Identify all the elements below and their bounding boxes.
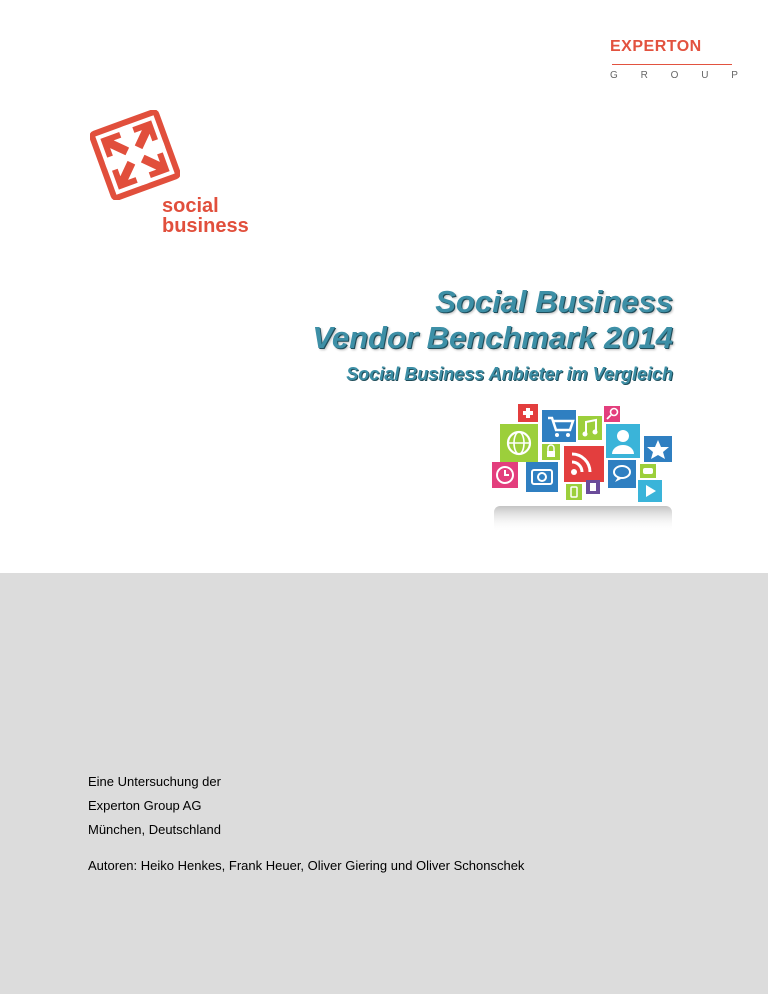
gamepad-icon [640, 464, 656, 478]
group-letter: P [731, 70, 738, 81]
document-icon [586, 480, 600, 494]
plus-icon [518, 404, 538, 422]
social-business-wordmark [162, 196, 249, 236]
camera-icon [526, 462, 558, 492]
report-title [312, 284, 673, 386]
social-word: social [162, 195, 219, 217]
logo-divider [612, 64, 732, 65]
report-subtitle: Social Business Anbieter im Vergleich [346, 364, 673, 384]
info-line: Experton Group AG [88, 798, 202, 813]
play-icon [638, 480, 662, 502]
group-letter: G [610, 70, 618, 81]
social-business-logo [90, 110, 270, 245]
app-icons-graphic [488, 400, 678, 540]
logo-group-letters [610, 70, 738, 82]
info-line: Eine Untersuchung der [88, 774, 221, 789]
info-line: München, Deutschland [88, 822, 221, 837]
globe-icon [500, 424, 538, 462]
authors-line: Autoren: Heiko Henkes, Frank Heuer, Oliver Giering und Oliver Schonschek [88, 858, 525, 873]
title-line-2: Vendor Benchmark 2014 [312, 320, 673, 355]
rss-icon [564, 446, 604, 482]
cart-icon [542, 410, 576, 442]
experton-group-logo [610, 30, 738, 81]
experton-wordmark: experton [610, 30, 702, 56]
study-info [88, 770, 221, 842]
group-letter: R [640, 70, 648, 81]
lock-icon [542, 444, 560, 460]
clock-icon [492, 462, 518, 488]
group-letter: O [670, 70, 679, 81]
chat-icon [608, 460, 636, 488]
reflection-shadow [494, 506, 672, 532]
star-icon [644, 436, 672, 462]
phone-icon [566, 484, 582, 500]
business-word: business [162, 215, 249, 237]
music-icon [578, 416, 602, 440]
search-icon [604, 406, 620, 422]
user-icon [606, 424, 640, 458]
group-letter: U [701, 70, 709, 81]
arrows-logo-icon [90, 110, 180, 200]
title-line-1: Social Business [435, 284, 673, 319]
